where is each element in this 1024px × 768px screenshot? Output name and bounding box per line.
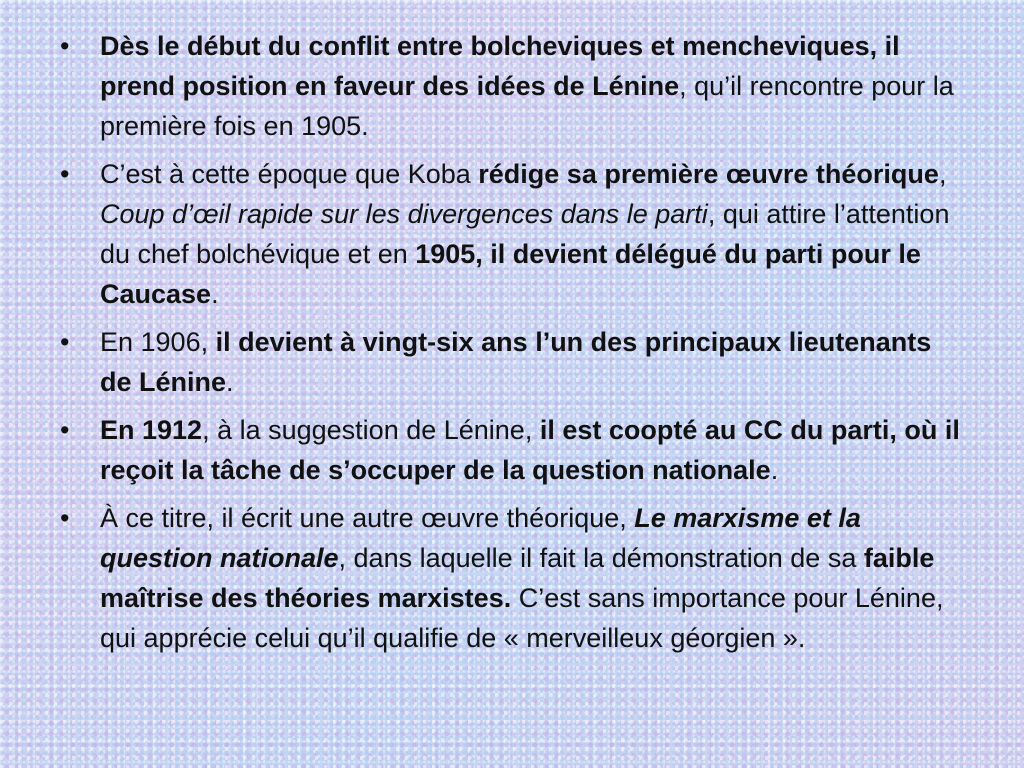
bullet-2-run-2: rédige sa première œuvre théorique [478, 159, 939, 189]
bullet-4-run-4: . [770, 455, 779, 485]
bullet-dot-icon: • [60, 159, 70, 189]
bullet-2-run-5: , qui attire l’attention du chef bolchévique et en [100, 199, 950, 269]
bullet-5-run-4: faible maîtrise des théories marxistes. [100, 543, 935, 613]
bullet-4-run-1: En 1912 [100, 415, 203, 445]
bullet-5-run-1: À ce titre, il écrit une autre œuvre théorique, [100, 503, 635, 533]
bullet-2-run-7: . [211, 279, 219, 309]
bullet-4-run-3: il est coopté au CC du parti, où il reçoit la tâche de s’occuper de la question nationale [100, 415, 960, 485]
bullet-2-run-6: 1905, il devient délégué du parti pour le Caucase [100, 239, 921, 309]
slide-body [58, 26, 970, 666]
bullet-dot-icon: • [60, 327, 70, 357]
bullet-item-2 [58, 154, 970, 314]
bullet-3-run-3: . [226, 367, 234, 397]
bullet-5-run-3: , dans laquelle il fait la démonstration de sa [338, 543, 864, 573]
bullet-item-4 [58, 410, 970, 490]
bullet-list [58, 26, 970, 658]
bullet-dot-icon: • [60, 503, 70, 533]
bullet-5-run-2: Le marxisme et la question nationale [100, 503, 861, 573]
bullet-3-run-2: il devient à vingt-six ans l’un des principaux lieutenants de Lénine [100, 327, 932, 397]
bullet-2-run-1: C’est à cette époque que Koba [100, 159, 479, 189]
bullet-4-run-2: , à la suggestion de Lénine, [202, 415, 540, 445]
bullet-2-run-4: Coup d’œil rapide sur les divergences dans le parti [100, 199, 708, 229]
bullet-1-run-1: Dès le début du conflit entre bolcheviques et mencheviques, il prend position en faveur des idées de Lénine [100, 31, 900, 101]
bullet-1-run-2: , qu’il rencontre pour la première fois en 1905. [100, 71, 954, 141]
bullet-3-run-1: En 1906, [100, 327, 216, 357]
bullet-2-run-3: , [938, 159, 947, 189]
bullet-dot-icon: • [60, 415, 70, 445]
bullet-item-3 [58, 322, 970, 402]
bullet-5-run-5: C’est sans importance pour Lénine, qui apprécie celui qu’il qualifie de « merveilleux géorgien ». [100, 583, 944, 653]
bullet-item-5 [58, 498, 970, 658]
bullet-item-1 [58, 26, 970, 146]
bullet-dot-icon: • [60, 31, 70, 61]
